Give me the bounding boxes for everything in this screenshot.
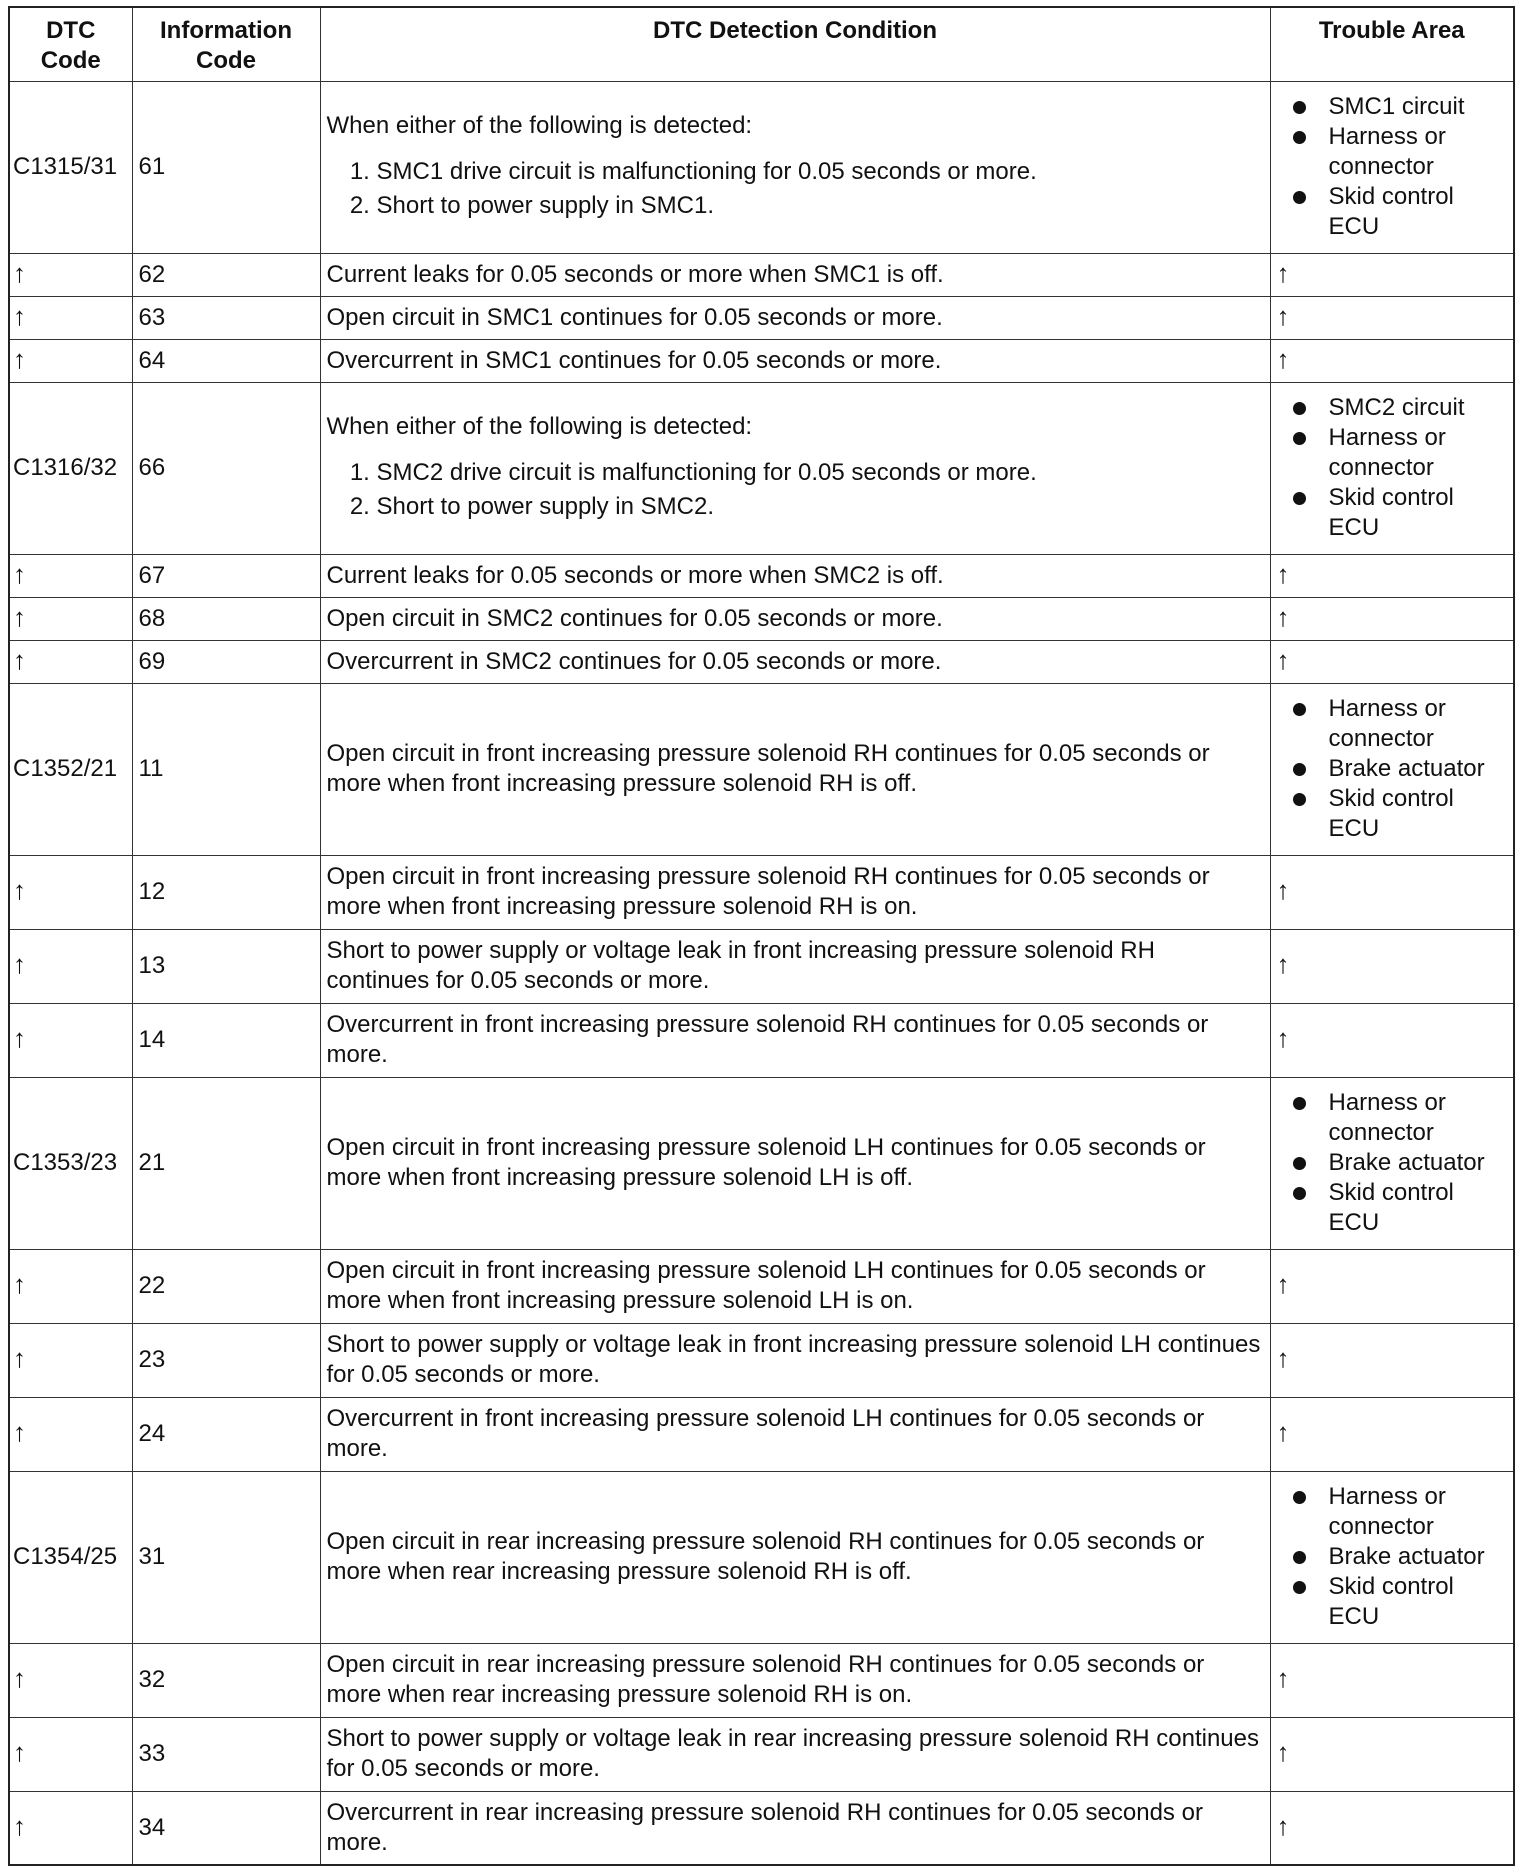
- table-row: [9, 296, 1514, 339]
- table-row: [9, 1003, 1514, 1077]
- detection-condition-cell: [320, 1397, 1270, 1471]
- trouble-area-item: SMC2 circuit: [1277, 393, 1508, 423]
- trouble-area-item: Brake actuator: [1277, 1542, 1508, 1572]
- table-row: [9, 683, 1514, 855]
- detection-condition-cell: [320, 1643, 1270, 1717]
- trouble-area-item: Harness or connector: [1277, 122, 1508, 182]
- trouble-area-item: Harness or connector: [1277, 694, 1508, 754]
- table-row: [9, 597, 1514, 640]
- dtc-code-cell: [9, 683, 132, 855]
- information-code-cell: [132, 1003, 320, 1077]
- information-code: 13: [138, 952, 166, 979]
- dtc-code-cell: [9, 1003, 132, 1077]
- dtc-code-cell: [9, 1249, 132, 1323]
- trouble-area-list: [1277, 694, 1508, 844]
- table-row: [9, 640, 1514, 683]
- table-row: [9, 1397, 1514, 1471]
- trouble-area-item: Skid control ECU: [1277, 182, 1508, 242]
- information-code-cell: [132, 382, 320, 554]
- table-row: [9, 253, 1514, 296]
- dtc-code: C1353/23: [13, 1149, 118, 1176]
- information-code: 67: [138, 561, 166, 589]
- detection-condition-cell: [320, 1323, 1270, 1397]
- information-code: 31: [138, 1543, 166, 1570]
- trouble-area-cell: [1270, 597, 1514, 640]
- information-code: 21: [138, 1149, 166, 1176]
- dtc-code-cell: [9, 339, 132, 382]
- trouble-area-cell: [1270, 1077, 1514, 1249]
- trouble-area-cell: [1270, 382, 1514, 554]
- information-code-cell: [132, 1471, 320, 1643]
- detection-condition: Current leaks for 0.05 seconds or more when SMC1 is off.: [326, 260, 944, 288]
- information-code: 33: [138, 1740, 166, 1767]
- detection-condition: Open circuit in front increasing pressure solenoid RH continues for 0.05 seconds or more when front increasing pressure solenoid RH is on.: [326, 863, 1210, 920]
- ditto-arrow: ↑: [13, 257, 26, 288]
- detection-condition-cell: [320, 1003, 1270, 1077]
- ditto-arrow: ↑: [1276, 875, 1290, 905]
- information-code-cell: [132, 339, 320, 382]
- trouble-area-item: Skid control ECU: [1277, 483, 1508, 543]
- detection-condition-cell: [320, 929, 1270, 1003]
- dtc-code-cell: [9, 597, 132, 640]
- dtc-code-cell: [9, 81, 132, 253]
- trouble-area-item: Harness or connector: [1277, 1482, 1508, 1542]
- information-code: 64: [138, 346, 166, 374]
- table-row: [9, 1471, 1514, 1643]
- table-row: [9, 382, 1514, 554]
- trouble-area-item: Brake actuator: [1277, 1148, 1508, 1178]
- ditto-arrow: ↑: [1276, 1269, 1290, 1299]
- information-code-cell: [132, 1717, 320, 1791]
- information-code-cell: [132, 1077, 320, 1249]
- ditto-arrow: ↑: [13, 1810, 26, 1841]
- trouble-area-cell: [1270, 296, 1514, 339]
- detection-condition: Overcurrent in front increasing pressure solenoid LH continues for 0.05 seconds or more.: [326, 1405, 1205, 1462]
- table-row: [9, 81, 1514, 253]
- ditto-arrow: ↑: [1276, 1417, 1290, 1447]
- dtc-code-cell: [9, 855, 132, 929]
- information-code: 66: [138, 454, 166, 481]
- ditto-arrow: ↑: [13, 1417, 26, 1447]
- detection-condition: Open circuit in front increasing pressure solenoid LH continues for 0.05 seconds or more when front increasing pressure solenoid LH is off.: [326, 1134, 1206, 1191]
- ditto-arrow: ↑: [13, 558, 26, 589]
- table-row: [9, 1717, 1514, 1791]
- trouble-area-cell: [1270, 1471, 1514, 1643]
- information-code-cell: [132, 81, 320, 253]
- detection-condition: Overcurrent in front increasing pressure solenoid RH continues for 0.05 seconds or more.: [326, 1011, 1209, 1068]
- detection-condition-cell: [320, 1077, 1270, 1249]
- trouble-area-item: SMC1 circuit: [1277, 92, 1508, 122]
- detection-condition: Overcurrent in rear increasing pressure solenoid RH continues for 0.05 seconds or more.: [326, 1798, 1203, 1856]
- trouble-area-cell: [1270, 683, 1514, 855]
- trouble-area-cell: [1270, 855, 1514, 929]
- detection-condition: Short to power supply or voltage leak in front increasing pressure solenoid LH continues for 0.05 seconds or more.: [326, 1331, 1261, 1388]
- information-code-cell: [132, 253, 320, 296]
- information-code-cell: [132, 1323, 320, 1397]
- information-code: 14: [138, 1026, 166, 1053]
- ditto-arrow: ↑: [13, 1269, 26, 1299]
- information-code-cell: [132, 296, 320, 339]
- table-row: [9, 1323, 1514, 1397]
- information-code-cell: [132, 683, 320, 855]
- ditto-arrow: ↑: [13, 1343, 26, 1373]
- ditto-arrow: ↑: [13, 644, 26, 675]
- dtc-code-cell: [9, 1717, 132, 1791]
- detection-condition-cell: [320, 382, 1270, 554]
- trouble-area-item: Skid control ECU: [1277, 784, 1508, 844]
- information-code: 24: [138, 1420, 166, 1447]
- information-code: 32: [138, 1666, 166, 1693]
- trouble-area-list: [1277, 92, 1508, 242]
- header-trouble-area: Trouble Area: [1270, 7, 1514, 81]
- condition-step: 2. Short to power supply in SMC1.: [377, 189, 1264, 223]
- ditto-arrow: ↑: [1276, 257, 1290, 288]
- trouble-area-cell: [1270, 1643, 1514, 1717]
- dtc-code-cell: [9, 554, 132, 597]
- trouble-area-cell: [1270, 1397, 1514, 1471]
- information-code: 68: [138, 604, 166, 632]
- dtc-code: C1316/32: [13, 454, 118, 481]
- ditto-arrow: ↑: [1276, 558, 1290, 589]
- ditto-arrow: ↑: [1276, 1663, 1290, 1693]
- trouble-area-item: Skid control ECU: [1277, 1572, 1508, 1632]
- ditto-arrow: ↑: [1276, 601, 1290, 632]
- detection-condition: Overcurrent in SMC2 continues for 0.05 seconds or more.: [326, 647, 942, 675]
- detection-condition: Current leaks for 0.05 seconds or more when SMC2 is off.: [326, 561, 944, 589]
- information-code: 69: [138, 647, 166, 675]
- dtc-code-cell: [9, 382, 132, 554]
- condition-step: 1. SMC2 drive circuit is malfunctioning for 0.05 seconds or more.: [377, 456, 1264, 490]
- trouble-area-cell: [1270, 554, 1514, 597]
- detection-condition-cell: [320, 554, 1270, 597]
- trouble-area-cell: [1270, 253, 1514, 296]
- dtc-code-cell: [9, 253, 132, 296]
- information-code: 61: [138, 153, 166, 180]
- condition-steps: [327, 155, 1264, 223]
- information-code-cell: [132, 1643, 320, 1717]
- information-code: 22: [138, 1272, 166, 1299]
- dtc-code-cell: [9, 1397, 132, 1471]
- dtc-code-cell: [9, 1791, 132, 1865]
- information-code: 12: [138, 878, 166, 905]
- dtc-code-cell: [9, 1323, 132, 1397]
- trouble-area-item: Harness or connector: [1277, 423, 1508, 483]
- table-row: [9, 1249, 1514, 1323]
- ditto-arrow: ↑: [13, 1737, 26, 1767]
- trouble-area-cell: [1270, 640, 1514, 683]
- table-row: [9, 929, 1514, 1003]
- detection-condition: Short to power supply or voltage leak in rear increasing pressure solenoid RH continues for 0.05 seconds or more.: [326, 1725, 1259, 1782]
- ditto-arrow: ↑: [1276, 1023, 1290, 1053]
- table-row: [9, 339, 1514, 382]
- detection-condition-cell: [320, 253, 1270, 296]
- detection-condition-cell: [320, 296, 1270, 339]
- trouble-area-cell: [1270, 81, 1514, 253]
- ditto-arrow: ↑: [13, 343, 26, 374]
- information-code-cell: [132, 1791, 320, 1865]
- condition-step: 2. Short to power supply in SMC2.: [377, 490, 1264, 524]
- trouble-area-list: [1277, 1482, 1508, 1632]
- dtc-code: C1354/25: [13, 1543, 118, 1570]
- trouble-area-item: Brake actuator: [1277, 754, 1508, 784]
- detection-condition: Open circuit in front increasing pressure solenoid RH continues for 0.05 seconds or more when front increasing pressure solenoid RH is off.: [326, 740, 1210, 797]
- ditto-arrow: ↑: [1276, 949, 1290, 979]
- table-row: [9, 1077, 1514, 1249]
- detection-condition-cell: [320, 1717, 1270, 1791]
- detection-condition-cell: [320, 597, 1270, 640]
- dtc-table: [8, 6, 1515, 1866]
- ditto-arrow: ↑: [1276, 644, 1290, 675]
- information-code-cell: [132, 855, 320, 929]
- trouble-area-cell: [1270, 929, 1514, 1003]
- information-code-cell: [132, 597, 320, 640]
- detection-condition: Overcurrent in SMC1 continues for 0.05 seconds or more.: [326, 346, 942, 374]
- dtc-code-cell: [9, 1077, 132, 1249]
- header-detection-condition: DTC Detection Condition: [320, 7, 1270, 81]
- header-row: [9, 7, 1514, 81]
- ditto-arrow: ↑: [13, 1023, 26, 1053]
- dtc-code-cell: [9, 296, 132, 339]
- detection-condition-cell: [320, 683, 1270, 855]
- condition-steps: [327, 456, 1264, 524]
- trouble-area-cell: [1270, 1249, 1514, 1323]
- condition-intro: When either of the following is detected:: [326, 413, 753, 440]
- detection-condition-cell: [320, 640, 1270, 683]
- trouble-area-cell: [1270, 1717, 1514, 1791]
- detection-condition: Open circuit in rear increasing pressure solenoid RH continues for 0.05 seconds or more when rear increasing pressure solenoid RH is on.: [326, 1651, 1205, 1708]
- detection-condition-cell: [320, 81, 1270, 253]
- trouble-area-cell: [1270, 1791, 1514, 1865]
- information-code: 62: [138, 260, 166, 288]
- detection-condition: Short to power supply or voltage leak in front increasing pressure solenoid RH continues for 0.05 seconds or more.: [326, 937, 1155, 994]
- information-code-cell: [132, 554, 320, 597]
- detection-condition: Open circuit in SMC2 continues for 0.05 seconds or more.: [326, 604, 943, 632]
- table-row: [9, 855, 1514, 929]
- ditto-arrow: ↑: [13, 949, 26, 979]
- table-row: [9, 1791, 1514, 1865]
- table-body: [9, 81, 1514, 1865]
- detection-condition-cell: [320, 855, 1270, 929]
- information-code: 63: [138, 303, 166, 331]
- trouble-area-list: [1277, 1088, 1508, 1238]
- detection-condition-cell: [320, 339, 1270, 382]
- trouble-area-list: [1277, 393, 1508, 543]
- trouble-area-cell: [1270, 339, 1514, 382]
- information-code-cell: [132, 640, 320, 683]
- ditto-arrow: ↑: [13, 300, 26, 331]
- ditto-arrow: ↑: [1276, 1737, 1290, 1767]
- condition-intro: When either of the following is detected:: [326, 112, 753, 139]
- dtc-table-wrapper: [8, 6, 1515, 1866]
- ditto-arrow: ↑: [1276, 343, 1290, 374]
- detection-condition: Open circuit in rear increasing pressure solenoid RH continues for 0.05 seconds or more when rear increasing pressure solenoid RH is off.: [326, 1528, 1205, 1585]
- trouble-area-cell: [1270, 1003, 1514, 1077]
- condition-step: 1. SMC1 drive circuit is malfunctioning for 0.05 seconds or more.: [377, 155, 1264, 189]
- header-dtc-code: DTC Code: [9, 7, 132, 81]
- detection-condition-cell: [320, 1791, 1270, 1865]
- detection-condition-cell: [320, 1249, 1270, 1323]
- ditto-arrow: ↑: [13, 601, 26, 632]
- trouble-area-item: Skid control ECU: [1277, 1178, 1508, 1238]
- detection-condition: Open circuit in SMC1 continues for 0.05 seconds or more.: [326, 303, 943, 331]
- information-code-cell: [132, 929, 320, 1003]
- dtc-code-cell: [9, 929, 132, 1003]
- table-row: [9, 554, 1514, 597]
- ditto-arrow: ↑: [13, 875, 26, 905]
- information-code: 11: [138, 755, 164, 782]
- ditto-arrow: ↑: [1276, 1810, 1290, 1841]
- information-code: 34: [138, 1813, 166, 1841]
- dtc-code: C1315/31: [13, 153, 118, 180]
- trouble-area-cell: [1270, 1323, 1514, 1397]
- ditto-arrow: ↑: [1276, 300, 1290, 331]
- dtc-code: C1352/21: [13, 755, 118, 782]
- information-code-cell: [132, 1249, 320, 1323]
- table-row: [9, 1643, 1514, 1717]
- dtc-code-cell: [9, 1643, 132, 1717]
- information-code-cell: [132, 1397, 320, 1471]
- detection-condition-cell: [320, 1471, 1270, 1643]
- header-information-code: Information Code: [132, 7, 320, 81]
- ditto-arrow: ↑: [13, 1663, 26, 1693]
- detection-condition: Open circuit in front increasing pressure solenoid LH continues for 0.05 seconds or more when front increasing pressure solenoid LH is on.: [326, 1257, 1206, 1314]
- ditto-arrow: ↑: [1276, 1343, 1290, 1373]
- information-code: 23: [138, 1346, 166, 1373]
- trouble-area-item: Harness or connector: [1277, 1088, 1508, 1148]
- dtc-code-cell: [9, 640, 132, 683]
- dtc-code-cell: [9, 1471, 132, 1643]
